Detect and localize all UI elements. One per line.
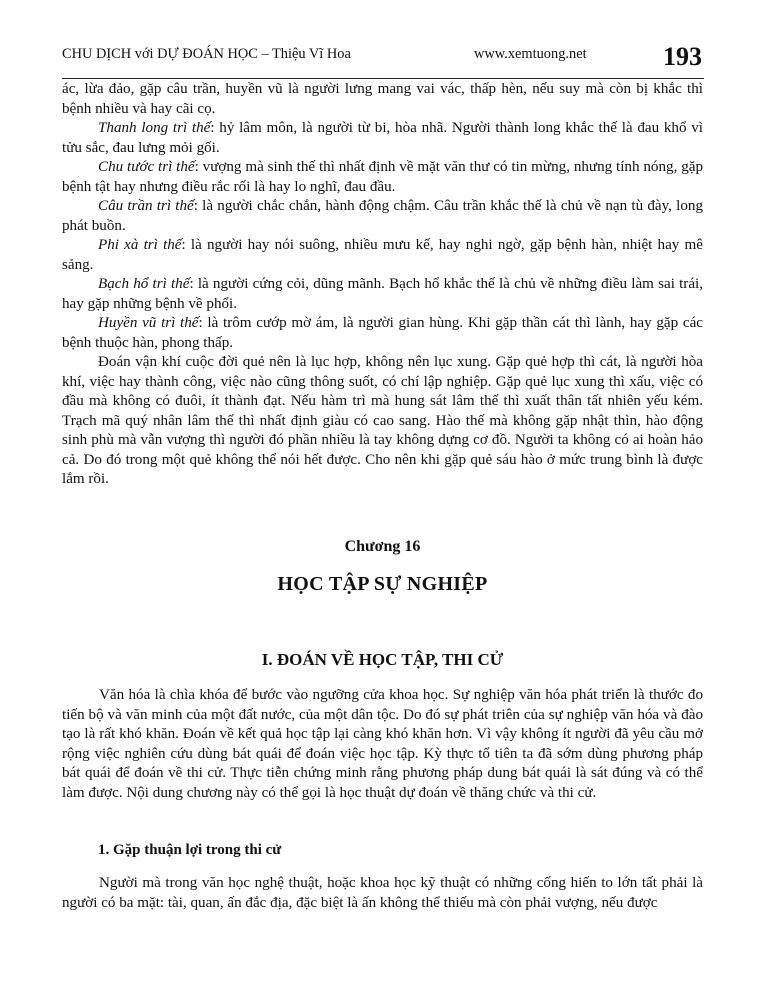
chapter-number: Chương 16 [344,538,421,555]
definition: : hỷ lâm môn, là người từ bi, hòa nhã. Người thành long khắc thế là đau khổ vì tửu sắc, đau lưng mỏi gối. [62,120,703,156]
list-item [62,197,703,236]
list-item [62,314,703,353]
definition: : là người chắc chắn, hành động chậm. Câu trần khắc thế là chủ về nạn tù đày, long phát buồn. [62,198,704,234]
paragraph: Đoán vận khí cuộc đời quẻ nên là lục hợp, không nên lục xung. Gặp quẻ hợp thì cát, là người hòa khí, việc hay thành công, việc nào cũng thông suốt, có chí lập nghiệp. Gặp quẻ lục xung thì xấu, việc có đầu mà không có đuôi, ít thành đạt. Nếu hàm trì mà hung sát lâm thế thì xuất thân tất nhiên yếu kém. Trạch mã quý nhân lâm thế thì nhất định giàu có cao sang. Hào thế mà không gặp nhật thìn, hào động sinh phù mà vẫn vượng thì người đó phần nhiều là tay không dựng cơ đồ. Người ta không có ai hoàn hảo cả. Do đó trong một quẻ không thể nói hết được. Cho nên khi gặp quẻ sáu hào ở mức trung bình là được lắm rồi. [62,354,703,487]
term: Câu trần trì thế [98,198,194,214]
term: Phi xà trì thế [98,237,182,253]
definition: : là người cứng cỏi, dũng mãnh. Bạch hổ khắc thế là chủ về những điều làm sai trái, hay gặp những bệnh về phổi. [62,276,703,312]
definition: : là người hay nói suông, nhiều mưu kế, hay nghi ngờ, gặp bệnh hàn, nhiệt hay mê sảng. [62,237,703,273]
list-item [62,236,703,275]
chapter-title: HỌC TẬP SỰ NGHIỆP [277,573,488,595]
list-item [62,119,703,158]
page-number: 193 [663,42,702,71]
definition: : là trôm cướp mờ ám, là người gian hùng. Khi gặp thần cát thì lành, hay gặp các bệnh thuộc hàn, phong thấp. [62,315,703,351]
list-item [62,275,703,314]
paragraph: Người mà trong văn học nghệ thuật, hoặc khoa học kỹ thuật có những cống hiến to lớn tất phải là người có ba mặt: tài, quan, ấn đắc địa, đặc biệt là ấn không thể thiếu mà còn phải vượng, nếu được [62,875,703,911]
website-link[interactable]: www.xemtuong.net [474,46,587,62]
term: Huyền vũ trì thế [98,315,199,331]
book-title: CHU DỊCH với DỰ ĐOÁN HỌC – Thiệu Vĩ Hoa [62,46,351,62]
page-header [62,42,704,79]
paragraph: Văn hóa là chìa khóa để bước vào ngưỡng cửa khoa học. Sự nghiệp văn hóa phát triển là thước đo tiến bộ và văn minh của một đất nước, của một dân tộc. Do đó sự phát triên của sự nghiệp văn hóa và đào tạo là rất khó khăn. Đoán về kết quả học tập lại càng khó khăn hơn. Vì vậy không ít người đã yêu cầu mở rộng việc nghiên cứu dùng bát quái để đoán việc học tập. Kỳ thực tổ tiên ta đã sớm dùng phương pháp bát quái để đoán về thi cử. Thực tiễn chứng minh rằng phương pháp dung bát quái là sát đúng và có thể làm được. Nội dung chương này có thể gọi là học thuật dự đoán về thăng chức và thi cử. [62,687,703,801]
subheading: 1. Gặp thuận lợi trong thi cử [98,842,282,858]
section-text-block [62,874,703,913]
term: Chu tước trì thế [98,159,195,175]
term: Bạch hổ trì thế [98,276,190,292]
definition: : vượng mà sinh thế thì nhất định về mặt văn thư có tin mừng, nhưng tính nóng, gặp bệnh tật hay nhưng điều rắc rối là hay lo nghĩ, đau đầu. [62,159,703,195]
intro-block [62,686,703,803]
section-title: I. ĐOÁN VỀ HỌC TẬP, THI CỬ [261,650,504,669]
paragraph: ác, lừa đảo, gặp câu trần, huyền vũ là người lưng mang vai vác, thấp hèn, nếu suy mà còn bị khắc thì bệnh nhiều và hay cãi cọ. [62,81,703,117]
list-item [62,158,703,197]
term: Thanh long trì thế [98,120,211,136]
top-text-block [62,80,703,490]
